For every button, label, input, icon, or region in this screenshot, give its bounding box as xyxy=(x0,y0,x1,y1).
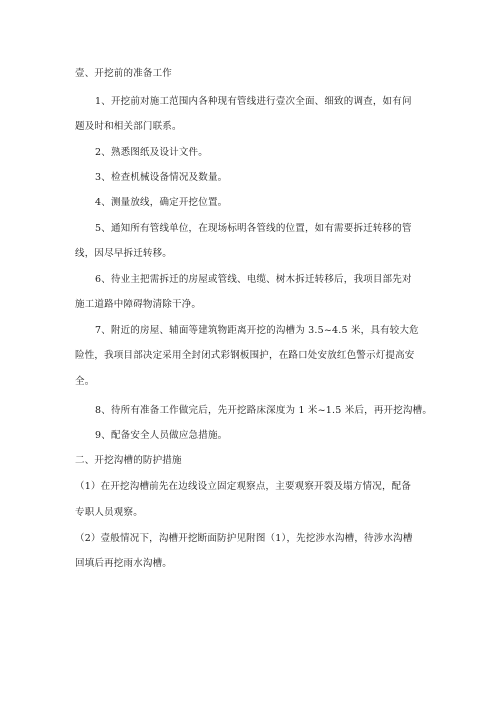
section-1-item-5-line-2: 线，因尽早拆迁转移。 xyxy=(75,248,173,259)
section-1-item-1-line-1: 1、开挖前对施工范围内各种现有管线进行壹次全面、细致的调查，如有问 xyxy=(95,96,412,107)
section-1-item-4-line-1: 4、测量放线，确定开挖位置。 xyxy=(95,197,228,208)
section-2-heading: 二、开挖沟槽的防护措施 xyxy=(75,455,182,466)
section-2-item-2-line-2: 回填后再挖雨水沟槽。 xyxy=(75,558,173,569)
section-1-item-7-line-1: 7、附近的房屋、辅面等建筑物距离开挖的沟槽为 3.5~4.5 米，具有较大危 xyxy=(95,325,419,336)
section-1-item-6-line-2: 施工道路中障碍物清除干净。 xyxy=(75,299,202,310)
section-2-item-2-line-1: （2）壹般情况下，沟槽开挖断面防护见附图（1），先挖涉水沟槽，待涉水沟槽 xyxy=(75,533,413,544)
section-1-item-7-line-3: 全。 xyxy=(75,376,95,387)
section-1-heading: 壹、开挖前的准备工作 xyxy=(75,68,173,79)
section-1-item-3-line-1: 3、检查机械设备情况及数量。 xyxy=(95,172,228,183)
section-2-item-1-line-1: （1）在开挖沟槽前先在边线设立固定观察点，主要观察开裂及塌方情况，配备 xyxy=(75,481,412,492)
section-1-item-9-line-1: 9、配备安全人员做应急措施。 xyxy=(95,430,228,441)
section-1-item-2-line-1: 2、熟悉图纸及设计文件。 xyxy=(95,147,208,158)
section-1-item-8-line-1: 8、待所有准备工作做完后，先开挖路床深度为 1 米~1.5 米后，再开挖沟槽。 xyxy=(95,405,433,416)
section-1-item-7-line-2: 险性，我项目部决定采用全封闭式彩钢板围护，在路口处安放红色警示灯提高安 xyxy=(75,350,415,361)
section-1-item-1-line-2: 题及时和相关部门联系。 xyxy=(75,121,182,132)
section-1-item-6-line-1: 6、待业主把需拆迁的房屋或管线、电缆、树木拆迁转移后，我项目部先对 xyxy=(95,274,412,285)
section-2-item-1-line-2: 专职人员观察。 xyxy=(75,507,143,518)
section-1-item-5-line-1: 5、通知所有管线单位，在现场标明各管线的位置，如有需要拆迁转移的管 xyxy=(95,223,412,234)
